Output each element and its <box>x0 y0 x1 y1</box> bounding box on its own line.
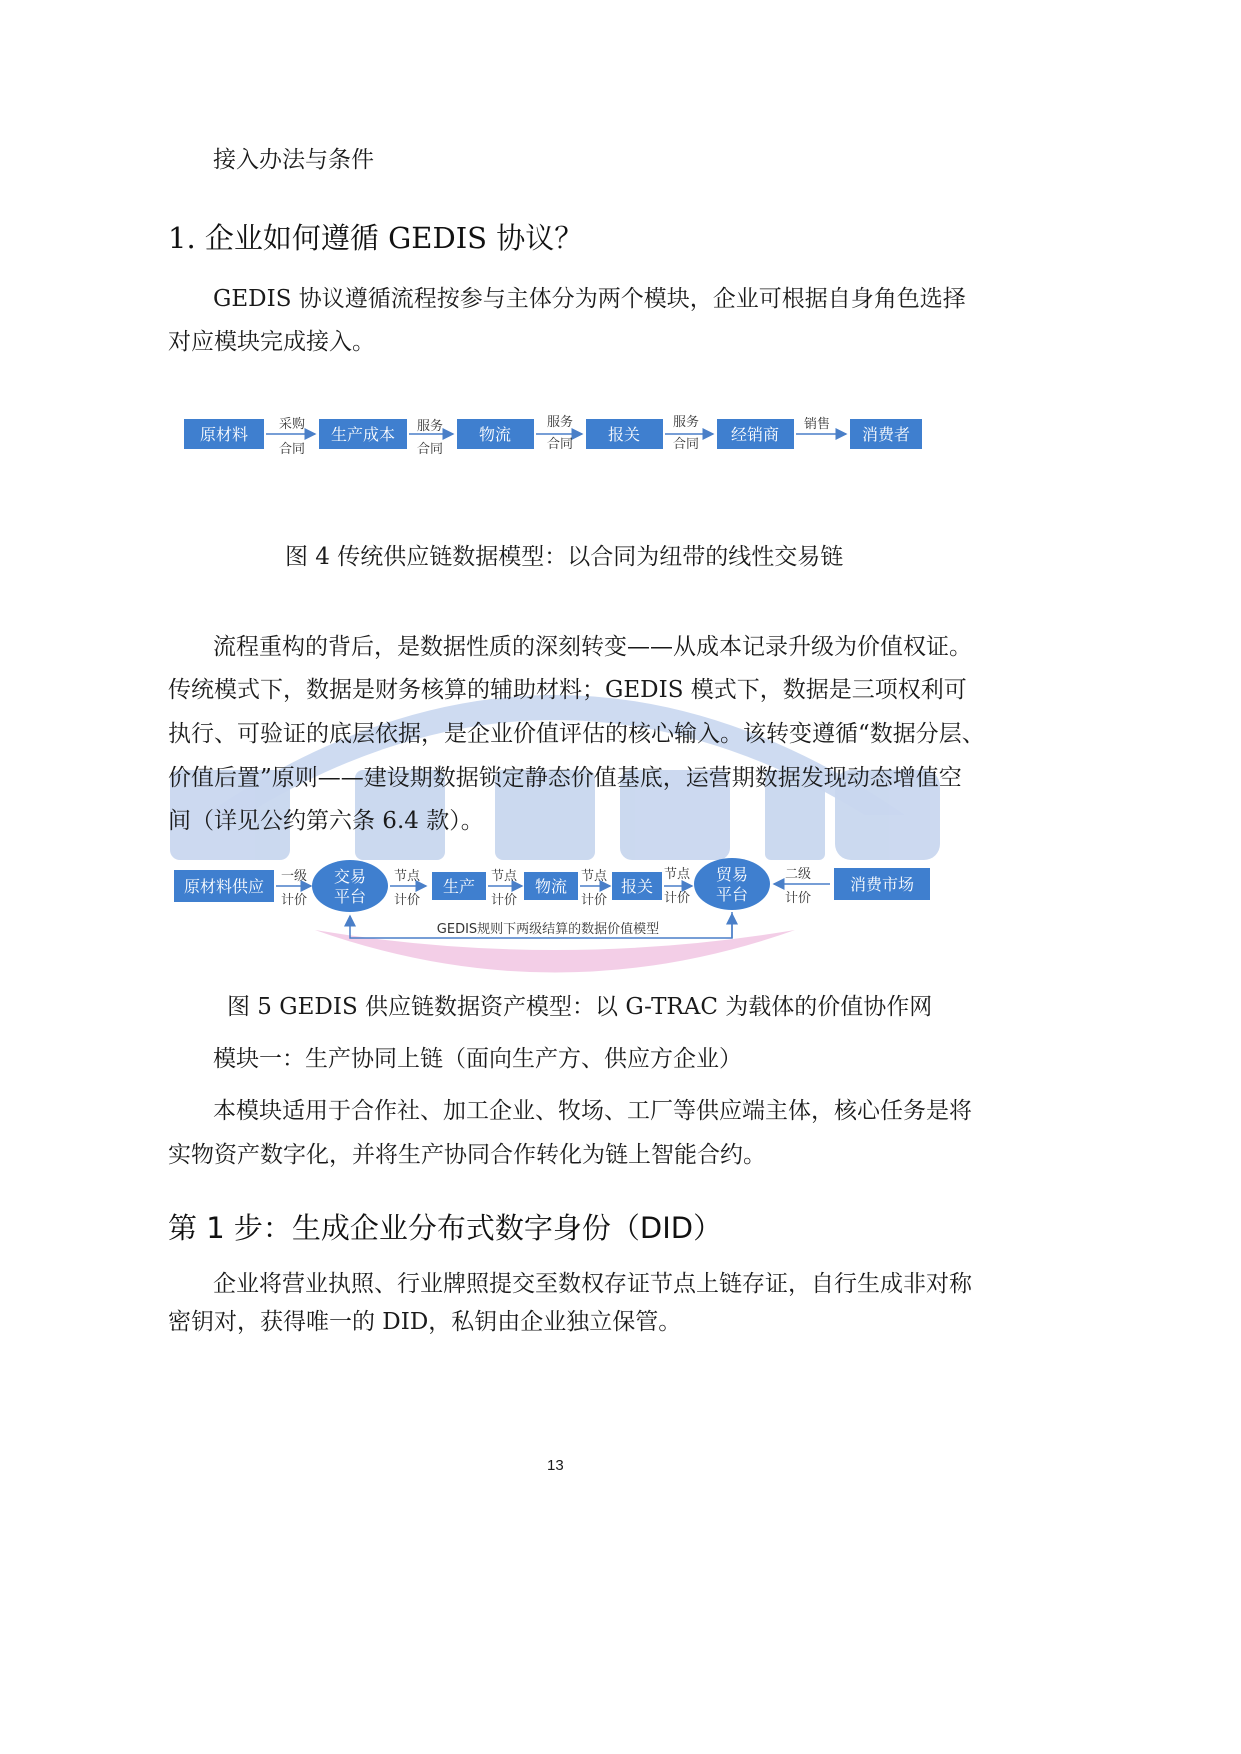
page-number: 13 <box>547 1457 564 1474</box>
fig4-link-4-bottom: 合同 <box>672 437 700 452</box>
fig5-node-raw-supply-label: 原材料供应 <box>183 877 265 896</box>
fig5-hub-trading-platform <box>312 860 388 912</box>
intro-line-1: GEDIS 协议遵循流程按参与主体分为两个模块，企业可根据自身角色选择 <box>213 286 966 312</box>
fig4-link-1-bottom: 合同 <box>278 442 306 457</box>
figure-5-diagram <box>170 852 940 952</box>
fig5-label-1-top: 一级 <box>280 869 308 884</box>
fig5-label-4-bottom: 计价 <box>580 893 608 908</box>
para2-line-2: 传统模式下，数据是财务核算的辅助材料；GEDIS 模式下，数据是三项权利可 <box>168 677 967 703</box>
fig5-node-logistics-label: 物流 <box>534 877 568 896</box>
fig5-label-5-bottom: 计价 <box>663 891 691 906</box>
fig5-label-2-bottom: 计价 <box>393 893 421 908</box>
fig5-label-6-top: 二级 <box>784 867 812 882</box>
fig5-node-production <box>432 872 486 900</box>
fig5-node-customs-label: 报关 <box>620 877 654 896</box>
fig5-node-consumer-market-label: 消费市场 <box>849 875 915 894</box>
para2-line-3: 执行、可验证的底层依据，是企业价值评估的核心输入。该转变遵循“数据分层、 <box>168 721 985 747</box>
fig4-node-1-label: 原材料 <box>199 425 249 444</box>
fig5-label-4-top: 节点 <box>580 869 608 884</box>
fig5-label-3-bottom: 计价 <box>490 893 518 908</box>
fig5-label-5-top: 节点 <box>663 867 691 882</box>
fig5-node-customs <box>612 872 662 900</box>
fig5-label-1-bottom: 计价 <box>280 893 308 908</box>
para2-line-5: 间（详见公约第六条 6.4 款）。 <box>168 808 484 834</box>
fig5-node-logistics <box>524 872 578 900</box>
step1-line-1: 企业将营业执照、行业牌照提交至数权存证节点上链存证，自行生成非对称 <box>213 1271 972 1297</box>
figure-4-diagram <box>180 408 925 463</box>
fig4-link-2-top: 服务 <box>416 419 444 434</box>
fig4-link-1-top: 采购 <box>278 417 306 432</box>
fig4-node-3-label: 物流 <box>478 425 512 444</box>
fig4-node-2-label: 生产成本 <box>330 425 396 444</box>
fig4-node-6-label: 消费者 <box>861 425 911 444</box>
figure-5-caption: 图 5 GEDIS 供应链数据资产模型：以 G-TRAC 为载体的价值协作网 <box>227 994 933 1020</box>
fig5-hub1-line2: 平台 <box>333 887 367 906</box>
figure-4-caption: 图 4 传统供应链数据模型：以合同为纽带的线性交易链 <box>285 544 844 570</box>
fig5-loop-label: GEDIS规则下两级结算的数据价值模型 <box>436 922 660 937</box>
fig5-node-consumer-market <box>834 868 930 900</box>
fig4-node-4 <box>586 419 663 449</box>
fig4-node-2 <box>319 419 407 449</box>
fig4-node-1 <box>184 419 264 449</box>
fig4-node-3 <box>457 419 534 449</box>
fig4-link-4-top: 服务 <box>672 415 700 430</box>
fig5-node-production-label: 生产 <box>442 877 476 896</box>
fig5-hub-trade-platform <box>694 858 770 910</box>
step1-heading: 第 1 步：生成企业分布式数字身份（DID） <box>168 1211 723 1245</box>
para2-line-4: 价值后置”原则——建设期数据锁定静态价值基底，运营期数据发现动态增值空 <box>168 765 962 791</box>
fig5-node-raw-supply <box>174 870 274 902</box>
fig5-label-2-top: 节点 <box>393 869 421 884</box>
fig5-label-6-bottom: 计价 <box>784 891 812 906</box>
fig4-link-2-bottom: 合同 <box>416 442 444 457</box>
fig4-node-4-label: 报关 <box>607 425 641 444</box>
fig5-hub1-line1: 交易 <box>333 867 367 886</box>
step1-line-2: 密钥对，获得唯一的 DID，私钥由企业独立保管。 <box>168 1309 682 1335</box>
fig4-node-5 <box>717 419 794 449</box>
module1-line-2: 实物资产数字化，并将生产协同合作转化为链上智能合约。 <box>168 1142 766 1168</box>
fig4-link-5-top: 销售 <box>803 417 831 432</box>
module1-title: 模块一：生产协同上链（面向生产方、供应方企业） <box>213 1046 742 1072</box>
intro-line-2: 对应模块完成接入。 <box>168 329 375 355</box>
fig5-hub2-line1: 贸易 <box>715 865 749 884</box>
module1-line-1: 本模块适用于合作社、加工企业、牧场、工厂等供应端主体，核心任务是将 <box>213 1098 972 1124</box>
fig5-hub2-line2: 平台 <box>715 885 749 904</box>
fig4-link-3-top: 服务 <box>546 415 574 430</box>
fig4-node-6 <box>850 419 922 449</box>
fig4-node-5-label: 经销商 <box>730 425 780 444</box>
fig4-link-3-bottom: 合同 <box>546 437 574 452</box>
para2-line-1: 流程重构的背后，是数据性质的深刻转变——从成本记录升级为价值权证。 <box>213 634 972 660</box>
heading-1: 1. 企业如何遵循 GEDIS 协议？ <box>168 221 584 255</box>
section-label: 接入办法与条件 <box>213 147 374 173</box>
fig5-label-3-top: 节点 <box>490 869 518 884</box>
